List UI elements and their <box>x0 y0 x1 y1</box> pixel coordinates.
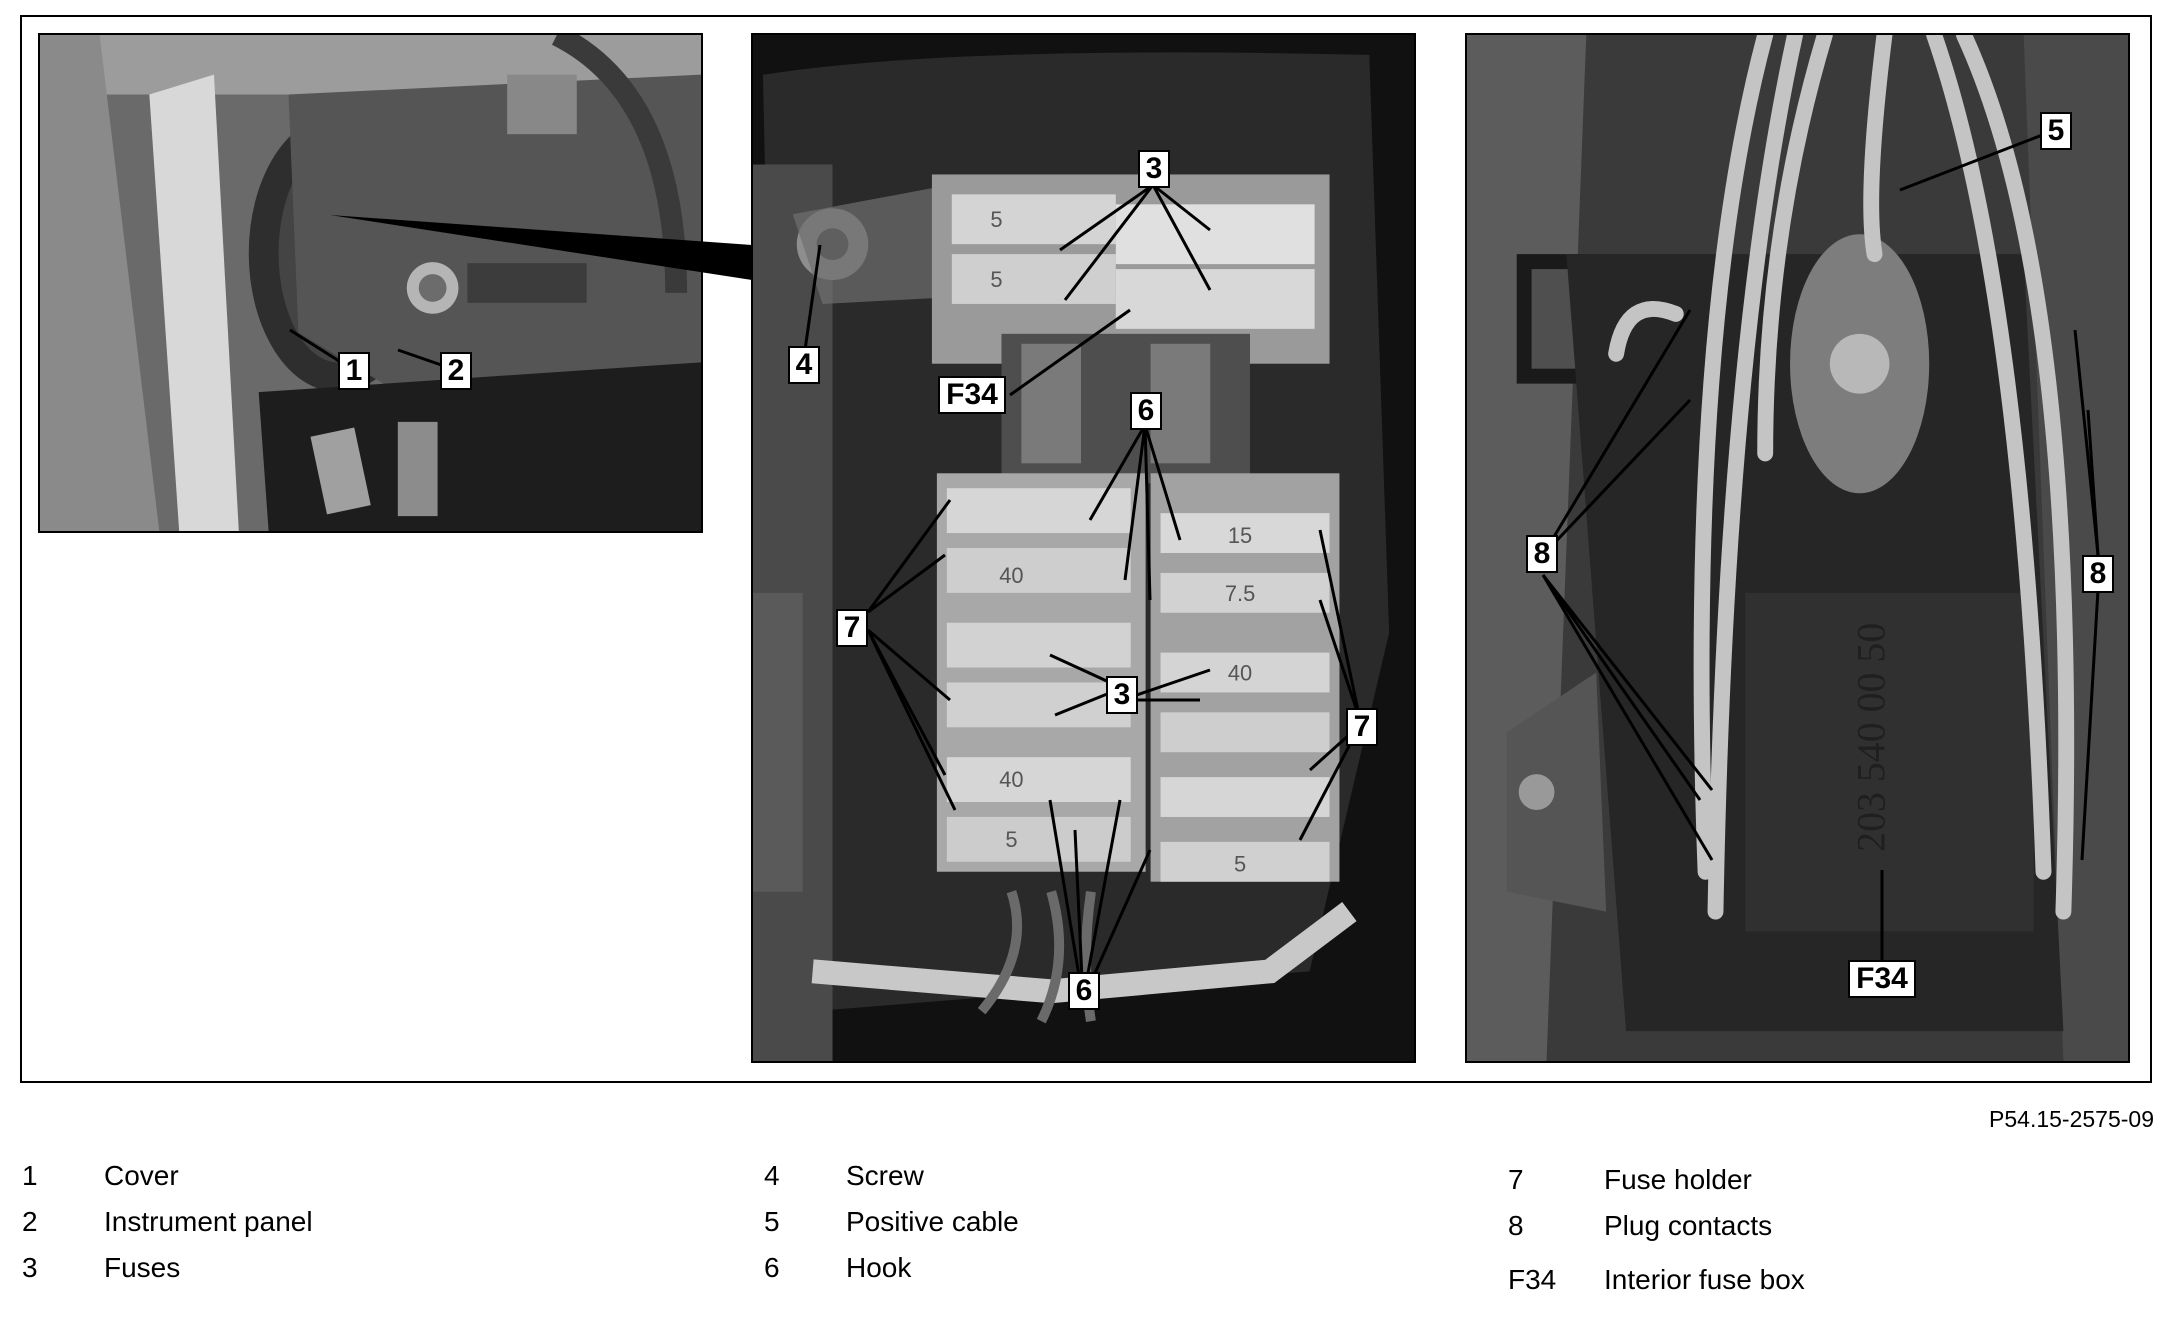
legend-text: Hook <box>846 1252 912 1283</box>
callout-3-top: 3 <box>1138 150 1170 188</box>
callout-7-right: 7 <box>1346 708 1378 746</box>
callout-4: 4 <box>788 346 820 384</box>
callout-f34-right: F34 <box>1848 960 1916 998</box>
legend-text: Cover <box>104 1160 179 1191</box>
legend-text: Plug contacts <box>1604 1210 1773 1241</box>
legend-number: 6 <box>764 1252 780 1283</box>
fuse-label: 40 <box>999 767 1024 793</box>
legend-text: Instrument panel <box>104 1206 313 1237</box>
callout-6-lower: 6 <box>1068 972 1100 1010</box>
photo-dashboard-view <box>38 33 703 533</box>
callout-f34-middle: F34 <box>938 376 1006 414</box>
legend-number: 8 <box>1508 1210 1524 1241</box>
callout-7-left: 7 <box>836 609 868 647</box>
legend-text: Fuse holder <box>1604 1164 1752 1195</box>
legend-number: F34 <box>1508 1264 1557 1295</box>
photo-fuse-box-rear <box>1465 33 2130 1063</box>
fuse-label: 15 <box>1227 522 1253 549</box>
figure-code: P54.15-2575-09 <box>1989 1106 2154 1132</box>
callout-8-left: 8 <box>1526 535 1558 573</box>
legend-number: 1 <box>22 1160 38 1191</box>
fuse-label: 5 <box>1005 826 1018 852</box>
legend-number: 4 <box>764 1160 780 1191</box>
callout-8-right: 8 <box>2082 555 2114 593</box>
fuse-label: 40 <box>999 562 1024 588</box>
callout-6-upper: 6 <box>1130 392 1162 430</box>
legend-number: 2 <box>22 1206 38 1237</box>
fuse-label: 7.5 <box>1224 580 1256 606</box>
fuse-label: 5 <box>990 207 1003 233</box>
callout-2: 2 <box>440 352 472 390</box>
callout-3-middle: 3 <box>1106 676 1138 714</box>
fuse-label: 40 <box>1227 660 1253 686</box>
callout-5: 5 <box>2040 112 2072 150</box>
callout-1: 1 <box>338 352 370 390</box>
legend-number: 5 <box>764 1206 780 1237</box>
fuse-label: 5 <box>1233 851 1247 877</box>
fuse-label: 5 <box>990 266 1003 293</box>
legend-number: 3 <box>22 1252 38 1283</box>
legend-number: 7 <box>1508 1164 1524 1195</box>
legend-text: Positive cable <box>846 1206 1019 1237</box>
legend-text: Screw <box>846 1160 924 1191</box>
photo-fuse-box <box>751 33 1416 1063</box>
legend-text: Fuses <box>104 1252 181 1283</box>
svg-text:203 540 00 50: 203 540 00 50 <box>1849 622 1894 852</box>
legend-text: Interior fuse box <box>1604 1264 1805 1295</box>
legend <box>0 1160 2166 1330</box>
